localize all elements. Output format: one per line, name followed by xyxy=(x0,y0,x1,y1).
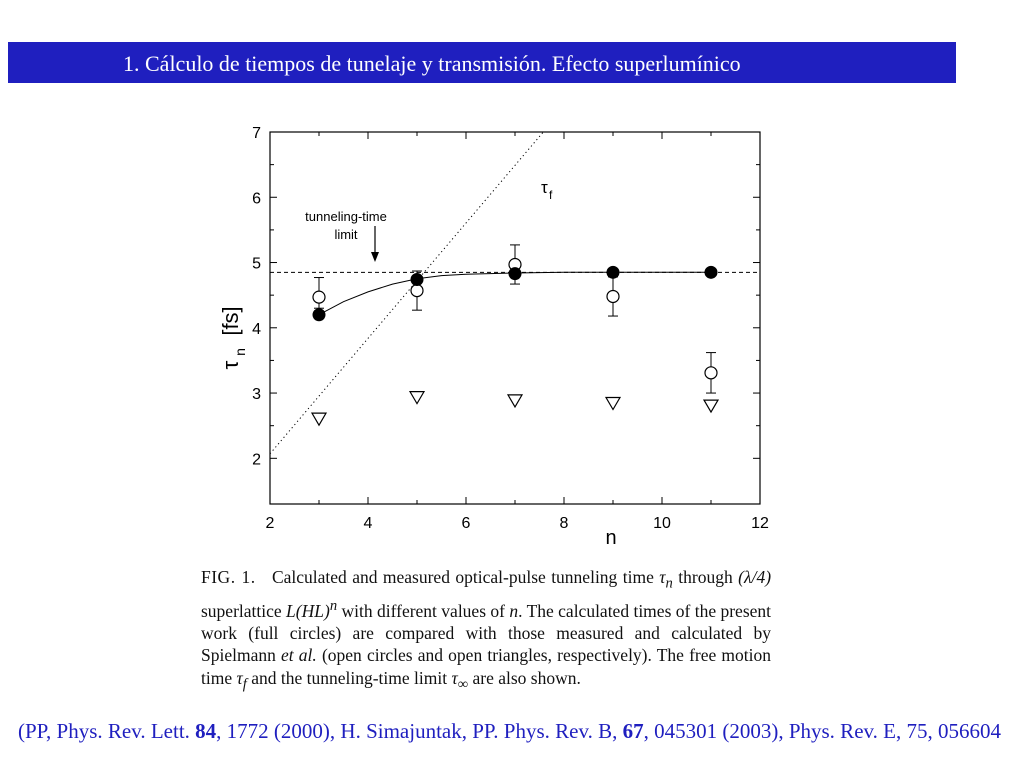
caption-lattice-sup: n xyxy=(329,597,338,614)
limit-annotation-line2: limit xyxy=(334,227,358,242)
x-tick-label: 2 xyxy=(265,515,275,532)
y-tick-label: 2 xyxy=(252,451,261,469)
filled-circle-point xyxy=(705,266,717,278)
y-tick-label: 5 xyxy=(252,255,261,273)
open-circle-point xyxy=(705,367,717,379)
open-triangle-point xyxy=(508,395,522,407)
caption-fig-label: FIG. 1. xyxy=(201,567,256,587)
reference-part-3: , 045301 (2003), Phys. Rev. E, 75, 056604 xyxy=(643,719,1001,743)
caption-etal: et al. xyxy=(281,645,317,666)
y-tick-label: 6 xyxy=(252,190,261,208)
reference-part-1: (PP, Phys. Rev. Lett. xyxy=(18,719,190,743)
open-circle-point xyxy=(607,290,619,302)
x-tick-label: 10 xyxy=(653,515,671,532)
tau-f-subscript: f xyxy=(549,188,553,202)
plot-frame xyxy=(270,132,760,504)
reference-volume-2: 67 xyxy=(622,719,644,743)
y-axis-label xyxy=(218,306,248,369)
open-triangle-point xyxy=(410,392,424,404)
caption-tauf-sub: f xyxy=(242,676,247,693)
free-motion-time-line xyxy=(270,96,574,454)
reference-citation xyxy=(18,716,1018,746)
caption-tauf: τ xyxy=(236,667,243,688)
y-tick-label: 4 xyxy=(252,320,261,338)
caption-text-7: and the tunneling-time limit xyxy=(251,667,448,688)
reference-volume-1: 84 xyxy=(195,719,217,743)
caption-tauinf-sub: ∞ xyxy=(457,676,469,693)
filled-circle-point xyxy=(313,309,325,321)
caption-lambda: (λ/4) xyxy=(738,567,772,587)
figure-caption xyxy=(201,566,771,695)
caption-tauinf: τ xyxy=(451,667,458,688)
tau-f-label: τ xyxy=(541,178,548,197)
caption-tau: τ xyxy=(659,567,666,587)
caption-text-3: superlattice xyxy=(201,600,282,621)
x-tick-label: 12 xyxy=(751,515,769,532)
filled-circle-point xyxy=(607,266,619,278)
open-triangle-point xyxy=(606,397,620,409)
x-tick-label: 4 xyxy=(363,515,373,532)
page-title: 1. Cálculo de tiempos de tunelaje y transmisión. Efecto superlumínico xyxy=(123,51,741,76)
open-circle-point xyxy=(313,291,325,303)
x-tick-label: 8 xyxy=(559,515,569,532)
open-triangle-point xyxy=(312,413,326,425)
caption-text-2: through xyxy=(678,567,733,587)
caption-text-6: (open circles and open triangles, respectively). The free motion time xyxy=(201,645,772,688)
caption-text-1: Calculated and measured optical-pulse tunneling time xyxy=(271,567,654,587)
limit-arrow-head xyxy=(371,252,379,262)
y-tick-label: 3 xyxy=(252,386,261,404)
tick-labels xyxy=(252,125,769,532)
y-axis-subscript: n xyxy=(232,348,248,356)
caption-text-8: are also shown. xyxy=(472,667,581,688)
open-triangle-point xyxy=(704,400,718,412)
axis-ticks xyxy=(270,132,760,504)
caption-text-4: with different values of xyxy=(341,600,505,621)
filled-circle-point xyxy=(411,273,423,285)
y-axis-symbol: τ xyxy=(218,360,243,370)
y-tick-label: 7 xyxy=(252,125,261,142)
x-tick-label: 6 xyxy=(461,515,471,532)
x-axis-label: n xyxy=(605,527,617,549)
reference-part-2: , 1772 (2000), H. Simajuntak, PP. Phys. Rev. B, xyxy=(216,719,618,743)
open-circle-point xyxy=(411,285,423,297)
filled-circle-point xyxy=(509,268,521,280)
caption-lattice: L(HL) xyxy=(286,600,330,621)
limit-annotation-line1: tunneling-time xyxy=(305,209,387,224)
caption-n: n xyxy=(509,600,519,621)
y-axis-unit: [fs] xyxy=(218,306,243,336)
caption-text-5: . The calculated times of the present work (full circles) are compared with those measured and calculated by Spielmann xyxy=(201,600,772,666)
caption-tau-sub: n xyxy=(665,575,673,592)
